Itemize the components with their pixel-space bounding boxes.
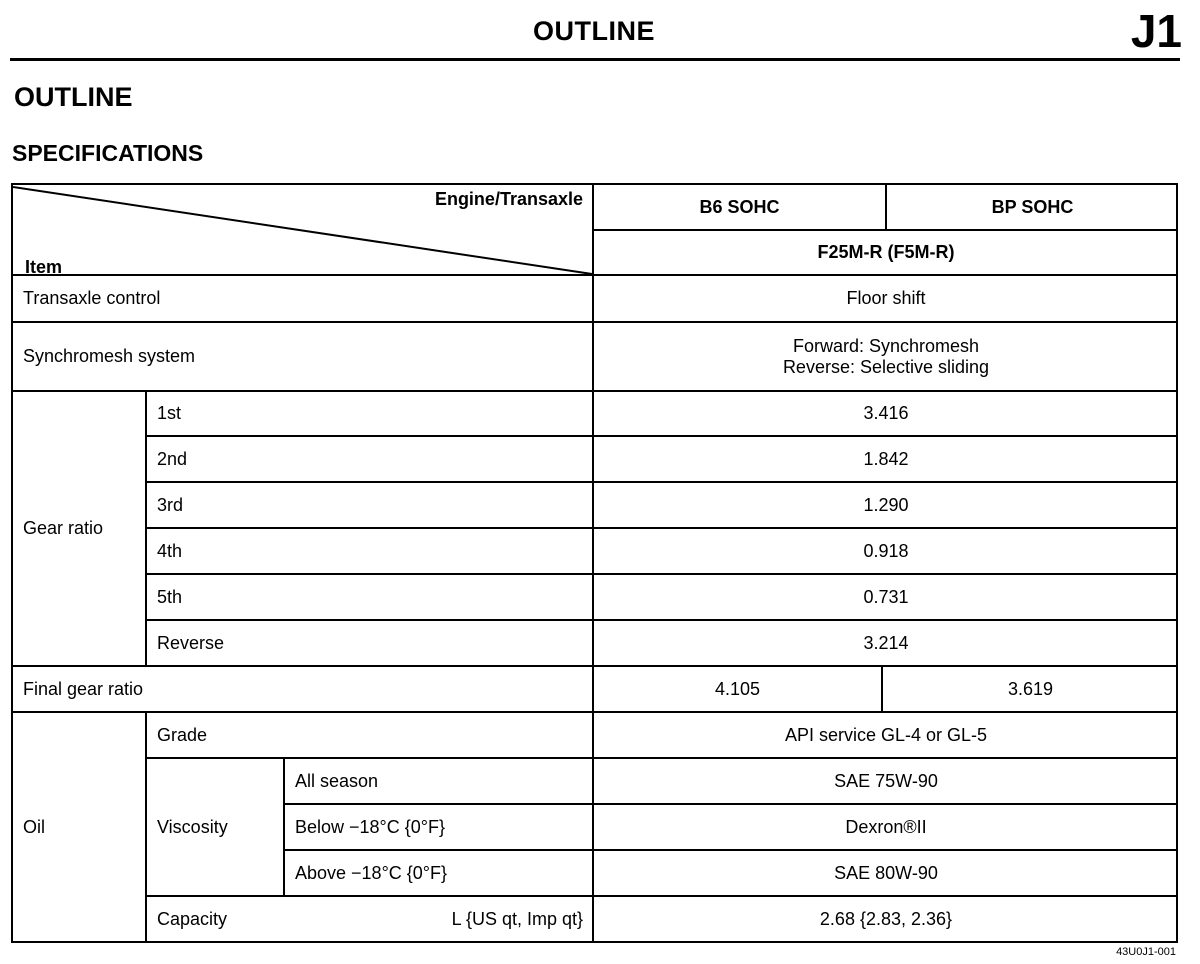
oil-grade-label: Grade (157, 724, 208, 745)
viscosity-all-season-value: SAE 75W-90 (834, 770, 938, 791)
gear-5th-value: 0.731 (863, 586, 909, 607)
engine-bp-sohc: BP SOHC (991, 196, 1074, 217)
gear-3rd-value: 1.290 (863, 494, 909, 515)
oil-grade-value: API service GL-4 or GL-5 (784, 724, 988, 745)
gear-ratio-label: Gear ratio (23, 518, 104, 538)
specifications-heading: SPECIFICATIONS (12, 140, 204, 166)
page-header-title: OUTLINE (533, 16, 655, 46)
gear-reverse-label: Reverse (157, 632, 225, 653)
viscosity-below-value: Dexron®II (845, 816, 927, 837)
final-gear-ratio-label: Final gear ratio (23, 678, 144, 699)
gear-1st-label: 1st (157, 403, 182, 423)
gear-4th-value: 0.918 (863, 540, 909, 561)
corner-label-item: Item (25, 256, 63, 277)
gear-3rd-label: 3rd (157, 494, 184, 515)
capacity-value: 2.68 {2.83, 2.36} (819, 908, 953, 929)
gear-5th-label: 5th (157, 586, 183, 607)
viscosity-all-season-label: All season (295, 770, 379, 791)
section-code: J1 (1130, 5, 1182, 57)
oil-label: Oil (23, 816, 45, 837)
final-gear-ratio-b6: 4.105 (714, 678, 761, 699)
transaxle-control-value: Floor shift (846, 288, 926, 308)
transaxle-model: F25M-R (F5M-R) (817, 242, 955, 262)
gear-1st-value: 3.416 (863, 403, 909, 423)
synchromesh-label: Synchromesh system (23, 346, 196, 366)
corner-label-engine-transaxle: Engine/Transaxle (434, 188, 583, 209)
header-rule (10, 58, 1180, 61)
gear-2nd-value: 1.842 (863, 448, 909, 469)
synchromesh-forward: Forward: Synchromesh (792, 335, 980, 356)
transaxle-control-label: Transaxle control (23, 288, 161, 308)
gear-reverse-value: 3.214 (863, 632, 909, 653)
engine-b6-sohc: B6 SOHC (699, 196, 780, 217)
viscosity-below-label: Below −18°C {0°F} (295, 816, 445, 837)
viscosity-label: Viscosity (157, 816, 228, 837)
synchromesh-value (594, 323, 1178, 390)
viscosity-above-value: SAE 80W-90 (834, 862, 938, 883)
final-gear-ratio-bp: 3.619 (1007, 678, 1054, 699)
viscosity-above-label: Above −18°C {0°F} (295, 862, 447, 883)
gear-2nd-label: 2nd (157, 448, 188, 469)
capacity-label: Capacity (157, 908, 228, 929)
specifications-table (11, 183, 1178, 943)
capacity-unit: L {US qt, Imp qt} (451, 908, 583, 929)
figure-code: 43U0J1-001 (1116, 946, 1176, 958)
gear-4th-label: 4th (157, 540, 183, 561)
synchromesh-reverse: Reverse: Selective sliding (782, 356, 990, 377)
outline-heading: OUTLINE (14, 82, 133, 112)
